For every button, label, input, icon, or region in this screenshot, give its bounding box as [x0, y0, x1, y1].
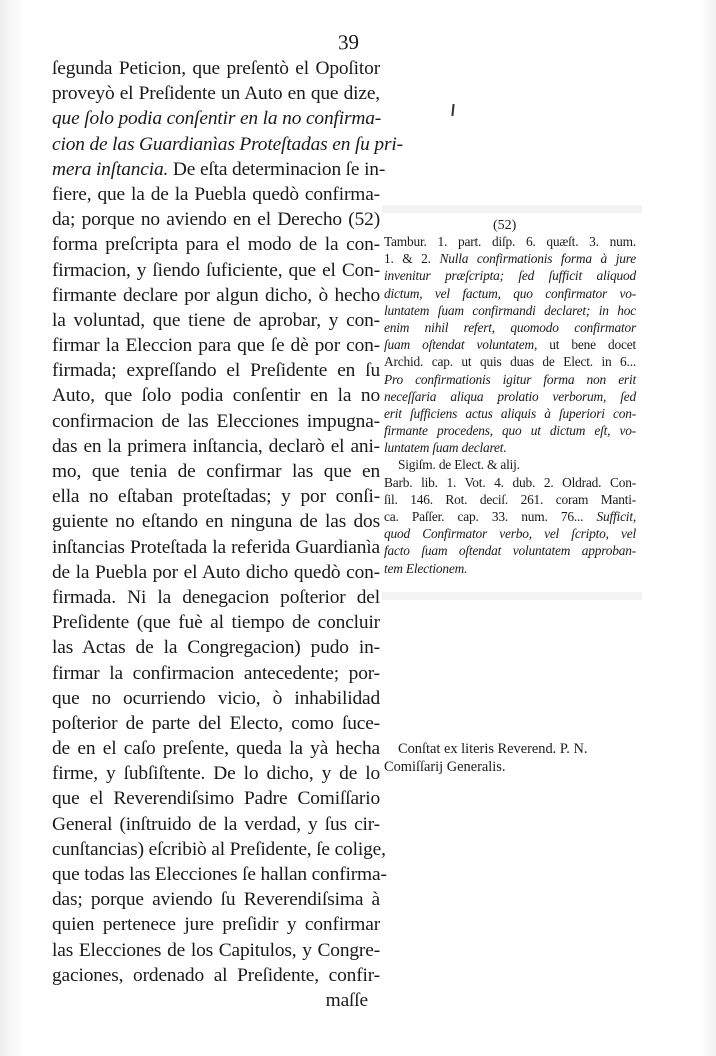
main-text-line: guiente no eſtando en ninguna de las dos [52, 511, 380, 533]
footnote-number: (52) [493, 218, 517, 233]
note-line: tem Electionem. [384, 560, 468, 576]
main-text-line: firmante declare por algun dicho, ò hecho [52, 284, 380, 306]
main-text-line: que ſolo podia conſentir en la no confirma- [52, 108, 382, 130]
main-text-line: cunſtancias) eſcribiò al Preſidente, ſe colige, [52, 838, 386, 860]
note-line: ſil. 146. Rot. deciſ. 261. coram Manti- [384, 491, 636, 507]
main-text-line: inſtancias Proteſtada la referida Guardianìa [52, 536, 380, 558]
main-text-line: quien pertenece jure preſidir y confirmar [52, 914, 380, 936]
main-text-line: firmar la Eleccion para que ſe dè por con- [52, 335, 380, 357]
main-text-line: gaciones, ordenado al Preſidente, confir- [52, 964, 380, 986]
note-line: facto ſuam oſtendat voluntatem approban- [384, 543, 636, 559]
note-line: enim nihil refert, quomodo confirmator [384, 319, 636, 335]
main-text-line: poſterior de parte del Electo, como ſuce- [52, 712, 380, 734]
italic-phrase: mera inſtancia. [52, 158, 169, 180]
note-line: Archid. cap. ut quis duas de Elect. in 6... [384, 354, 636, 370]
main-text-line: firmada. Ni la denegacion poſterior del [52, 586, 380, 608]
authentication-line: Comiſſarij Generalis. [384, 759, 506, 775]
main-text-line: de la Puebla por el Auto dicho quedò con- [52, 561, 380, 583]
main-text-line: Auto, que ſolo podia conſentir en la no [52, 385, 380, 407]
note-line: dictum, vel factum, quo confirmator vo- [384, 285, 636, 301]
bleed-through [382, 205, 642, 213]
note-line: invenitur præſcripta; ſed ſufficit aliquod [384, 268, 636, 284]
main-text-line: cion de las Guardianìas Proteſtadas en ſu pri- [52, 133, 403, 155]
main-text-column [52, 56, 403, 1013]
note-line: Sigiſm. de Elect. & alij. [398, 457, 520, 473]
main-text-line: ella no eſtaban proteſtadas; y por conſi- [52, 486, 380, 508]
note-line: luntatem ſuam declaret. [384, 440, 507, 456]
main-text-line: mera inſtancia. De eſta determinacion ſe in- [52, 158, 386, 180]
main-text-line: das en la primera inſtancia, declarò el ani- [52, 435, 380, 457]
main-text-line: la voluntad, que tiene de aprobar, y con- [52, 309, 380, 331]
main-text-line: proveyò el Preſidente un Auto en que dize, [52, 83, 380, 105]
note-line: Barb. lib. 1. Vot. 4. dub. 2. Oldrad. Con- [384, 474, 636, 490]
main-text-line: que no ocurriendo vicio, ò inhabilidad [52, 687, 380, 709]
note-line: erit ſufficiens actus aliquis à ſuperiori con- [384, 405, 636, 421]
authentication-note [384, 740, 644, 776]
main-text-line: da; porque no aviendo en el Derecho (52) [52, 209, 380, 231]
main-text-line: firmada; expreſſando el Preſidente en ſu [52, 360, 380, 382]
main-text-line: las Elecciones de los Capitulos, y Congre- [52, 939, 380, 961]
main-text-line: que todas las Elecciones ſe hallan confirma- [52, 864, 387, 885]
note-line: quod Confirmator verbo, vel ſcripto, vel [384, 526, 636, 542]
main-text-line: firmar la confirmacion antecedente; por- [52, 662, 380, 684]
ink-mark [451, 104, 454, 116]
main-text-line: das; porque aviendo ſu Reverendiſsima à [52, 889, 380, 911]
main-text-line: firmacion, y ſiendo ſuficiente, que el Con- [52, 259, 380, 281]
main-text-line: firme, y ſubſiſtente. De lo dicho, y de lo [52, 763, 380, 785]
main-text-line: confirmacion de las Elecciones impugna- [52, 410, 380, 432]
note-line: Pro confirmationis igitur forma non erit [384, 371, 636, 387]
note-line: luntatem ſuam confirmandi declaret; in hoc [384, 302, 636, 318]
main-text-line: General (inſtruido de la verdad, y ſus cir- [52, 813, 380, 835]
main-text-line: fiere, que la de la Puebla quedò confirma- [52, 183, 380, 205]
page-number: 39 [337, 29, 360, 55]
main-text-line: que el Reverendiſsimo Padre Comiſſario [52, 788, 380, 810]
main-text-line: de en el caſo preſente, queda la yà hecha [52, 738, 380, 760]
marginal-note [384, 233, 636, 577]
main-text-line: forma preſcripta para el modo de la con- [52, 234, 380, 256]
note-line: ca. Paſſer. cap. 33. num. 76... Sufficit, [384, 509, 636, 524]
note-line: 1. & 2. Nulla confirmationis forma à jure [384, 251, 636, 267]
main-text-line: las Actas de la Congregacion) pudo in- [52, 637, 380, 659]
note-line: neceſſaria aliqua prolatio verborum, ſed [384, 388, 636, 404]
authentication-line: Conſtat ex literis Reverend. P. N. [398, 741, 588, 757]
note-line: Tambur. 1. part. diſp. 6. quæſt. 3. num. [384, 234, 636, 249]
main-text-line: Preſidente (que fuè al tiempo de concluir [52, 612, 380, 634]
main-text-line: mo, que tenia de confirmar las que en [52, 461, 380, 482]
bleed-through [382, 592, 642, 600]
catchword: maſſe [325, 989, 368, 1011]
note-line: firmante procedens, quo ut dictum eſt, vo- [384, 423, 636, 439]
main-text-line: ſegunda Peticion, que preſentò el Opoſitor [52, 58, 380, 79]
note-line: ſuam oſtendat voluntatem, ut bene docet [384, 337, 636, 353]
